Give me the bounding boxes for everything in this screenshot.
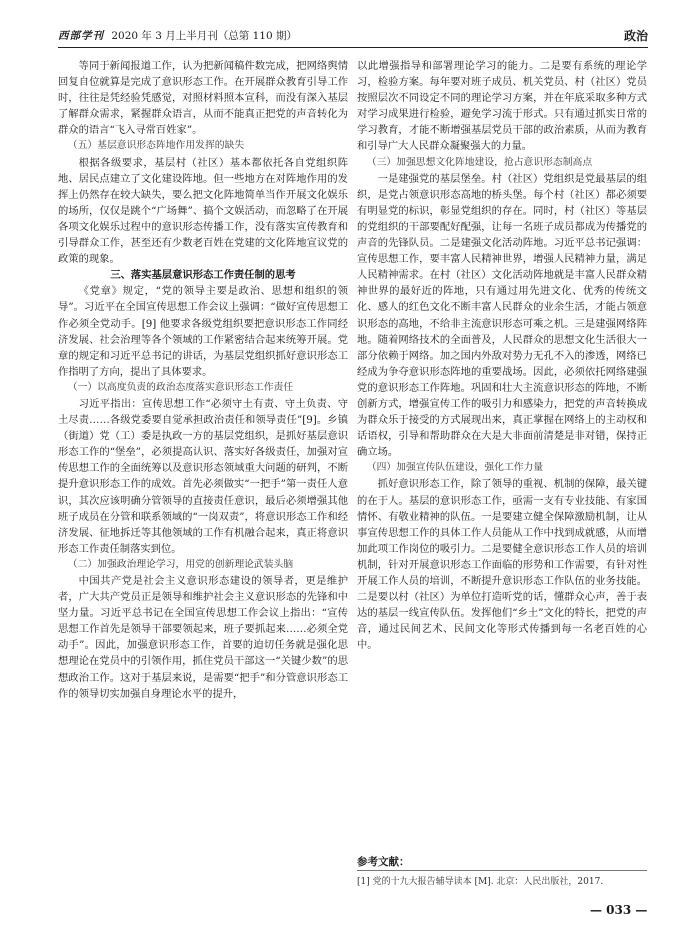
subsection-heading: （三）加强思想文化阵地建设，抢占意识形态制高点	[366, 156, 593, 168]
page-number: — 033 —	[590, 903, 648, 917]
reference-item: [1] 党的十九大报告辅导读本 [M]. 北京：人民出版社，2017.	[357, 877, 604, 887]
journal-logo: 西部学刊	[58, 30, 104, 42]
subsection-heading: （二）加强政治理论学习，用党的创新理论武装头脑	[67, 558, 294, 570]
body-paragraph: 中国共产党是社会主义意识形态建设的领导者，更是维护者，广大共产党员正是领导和维护社会主义意识形态的先锋和中坚力量。习近平总书记在全国宣传思想工作会议上指出：“宣传思想工作首先是领导干部要领起来，班子要抓起来……必须全党动手”。因此，加强意识形态工作，首要的迫切任务就是强化思想理论在党员中的引领作用，抓住党员干部这一“关键少数”的思想政治工作。这对于基层来说，是需要“把手”和分管意识形态工作的领导切实加强自身理论水平的提升，	[58, 575, 348, 700]
subsection-heading: （一）以高度负责的政治态度落实意识形态工作责任	[67, 381, 294, 393]
subsection-heading: （四）加强宣传队伍建设，强化工作力量	[366, 462, 544, 474]
right-column	[357, 58, 647, 653]
references-rule	[357, 870, 647, 871]
header-rule	[58, 47, 648, 48]
section-heading: 三、落实基层意识形态工作责任制的思考	[110, 269, 296, 282]
body-paragraph: 抓好意识形态工作，除了领导的重视、机制的保障，最关键的在于人。基层的意识形态工作，亟需一支有专业技能、有家国情怀、有敬业精神的队伍。一是要建立健全保障激励机制，让从事宣传思想工作的具体工作人员能从工作中找到成就感，从而增加此项工作岗位的吸引力。二是要健全意识形态工作人员的培训机制，针对开展意识形态工作面临的形势和工作需要，有针对性开展工作人员的培训，不断提升意识形态工作队伍的业务技能。二是要以村（社区）为单位打造听党的话，懂群众心声，善于表达的基层一线宣传队伍。发挥他们“乡土”文化的特长，把党的声音，通过民间艺术、民间文化等形式传播到每一名老百姓的心中。	[357, 478, 647, 652]
left-column	[58, 58, 348, 702]
body-paragraph: 习近平指出：宣传思想工作“必须守土有责、守土负责、守土尽责……各级党委要自觉承担政治责任和领导责任”[9]。乡镇（街道）党（工）委是执政一方的基层党组织，是抓好基层意识形态工作的“堡垒”，必须提高认识、落实好各级责任，加强对宣传思想工作的全面统筹以及意识形态领域重大问题的研判，不断提升意识形态工作的成效。首先必须做实“一把手”第一责任人意识，其次应该明确分管领导的直接责任意识，最后必须增强其他班子成员在分管和联系领域的“一岗双责”，将意识形态工作和经济发展、征地拆迁等其他领域的工作有机融合起来，真正将意识形态工作责任制落实到位。	[58, 397, 348, 555]
references-title: 参考文献：	[357, 856, 410, 868]
subsection-heading: （五）基层意识形态阵地作用发挥的缺失	[67, 140, 245, 152]
body-paragraph: 等同于新闻报道工作，认为把新闻稿件数完成，把网络舆情回复自位就算是完成了意识形态工作。在开展群众教育引导工作时，往往是凭经验凭感觉，对照材料照本宣科，而没有深入基层了解群众需求，紧握群众语言，从而不能真正把党的声音转化为群众的语言“飞入寻常百姓家”。	[58, 60, 348, 137]
body-paragraph: 根据各级要求，基层村（社区）基本都依托各自党组织阵地、居民点建立了文化建设阵地。但一些地方在对阵地作用的发挥上仍然存在较大缺失，要么把文化阵地简单当作开展文化娱乐的场所，仅仅是跳个“广场舞”、搞个文娱活动，而忽略了在开展各项文化娱乐过程中的意识形态传播工作，没有落实宣传教育和引导群众工作，甚至还有少数老百姓在党建的文化阵地宣议党的政策的现象。	[58, 156, 348, 266]
section-label: 政治	[623, 29, 648, 43]
issue-info: 2020 年 3 月上半月刊（总第 110 期）	[111, 30, 297, 42]
running-header	[58, 28, 648, 44]
body-paragraph: 《党章》规定，“党的领导主要是政治、思想和组织的领导”。习近平在全国宣传思想工作会议上强调：“做好宣传思想工作必须全党动手。[9] 他要求各级党组织要把意识形态工作同经济发展、社会治理等各个领域的工作紧密结合起来统筹开展。党章的规定和习近平总书记的讲话，为基层党组织抓好意识形态工作指明了方向，提出了具体要求。	[58, 285, 348, 378]
body-paragraph: 以此增强指导和部署理论学习的能力。二是要有系统的理论学习，检验方案。每年要对班子成员、机关党员、村（社区）党员按照层次不同设定不同的理论学习方案，并在年底采取多种方式对学习成果进行检验，避免学习流于形式。只有通过抓实日常的学习教育，才能不断增强基层党员干部的政治素质，从而为教育和引导广大人民群众凝聚强大的力量。	[357, 60, 647, 153]
body-paragraph: 一是建强党的基层堡垒。村（社区）党组织是党最基层的组织，是党占领意识形态高地的桥头堡。每个村（社区）都必须要有明显党的标识，彰显党组织的存在。同时，村（社区）等基层的党组织的干部要配好配强，让每一名班子成员都成为传播党的声音的先锋队员。二是建强文化活动阵地。习近平总书记强调：宣传思想工作，要丰富人民精神世界，增强人民精神力量，满足人民精神需求。在村（社区）文化活动阵地就是丰富人民群众精神世界的最好近的阵地，只有通过用先进文化、优秀的传统文化、感人的红色文化不断丰富人民群众的业余生活，才能占领意识形态的高地，不给非主流意识形态可乘之机。三是建强网络阵地。随着网络技术的全面普及，人民群众的思想文化生活很大一部分依赖于网络。加之国内外敌对势力无孔不入的渗透，网络已经成为争夺意识形态阵地的重要战场。因此，必须依托网络建强党的意识形态工作阵地。巩固和壮大主流意识形态的阵地，不断创新方式，增强宣传工作的吸引力和感染力，把党的声音转换成为群众乐于接受的方式展现出来，真正掌握在网络上的主动权和话语权，引导和帮助群众在大是大非面前清楚是非对错，保持正确立场。	[357, 172, 647, 459]
